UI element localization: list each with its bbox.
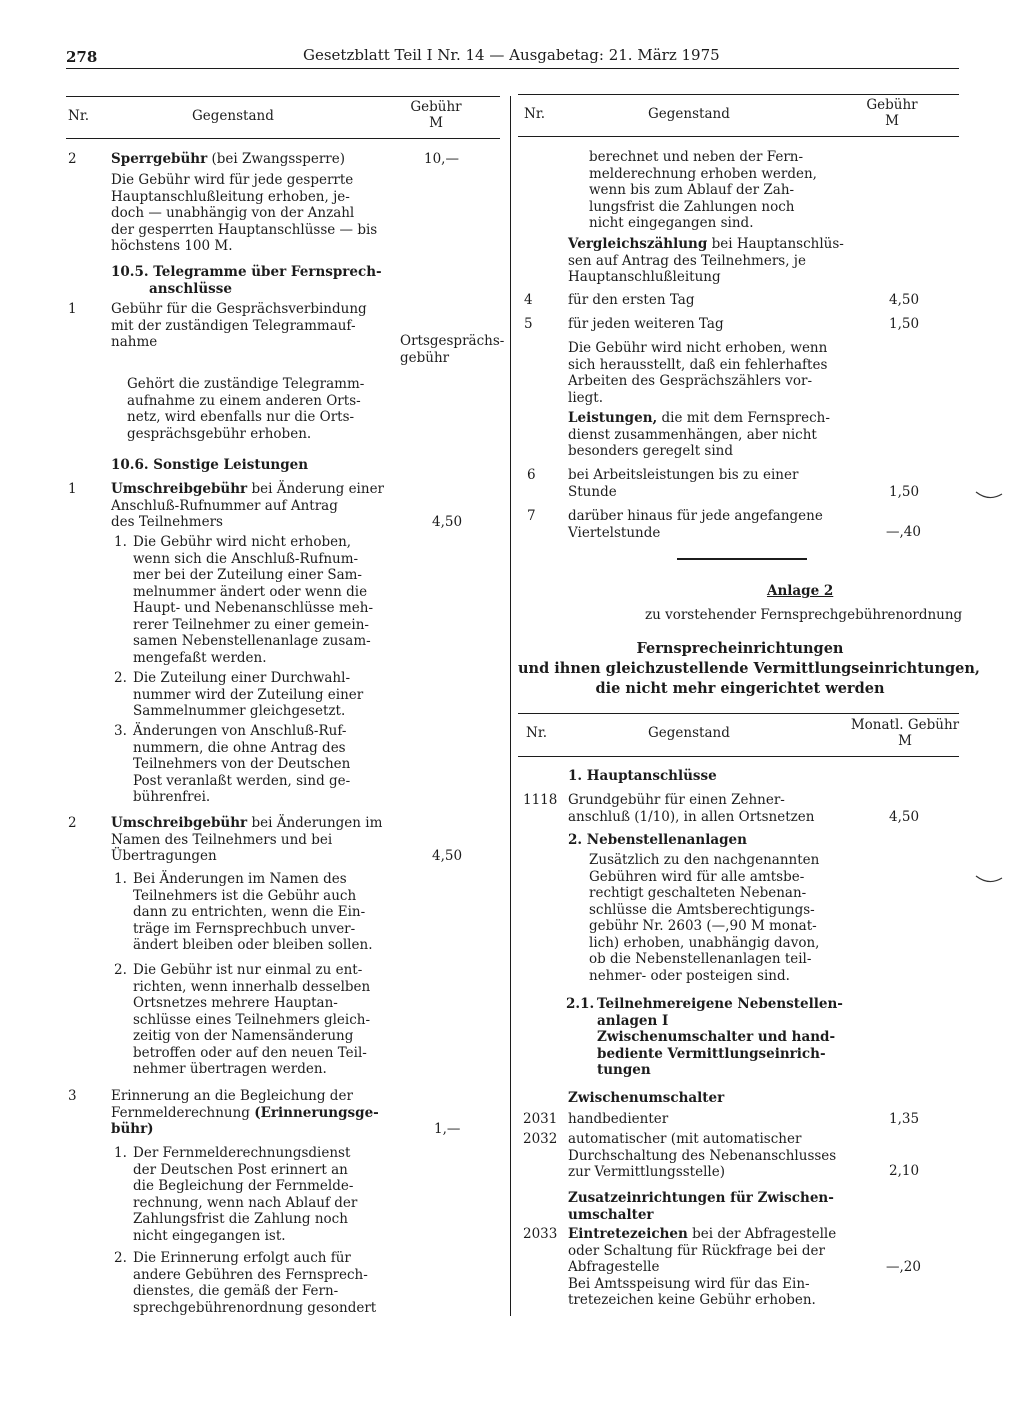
- umschreib2-item1-num: 1.: [114, 871, 127, 887]
- leistungen-text: Leistungen, die mit dem Fernsprech- dienst zusammenhängen, aber nicht besonders geregelt sind: [568, 410, 830, 459]
- umschreib1-item3-num: 3.: [114, 723, 127, 739]
- umschreib1-item3-text: Änderungen von Anschluß-Ruf- nummern, die ohne Antrag des Teilnehmers von der Deutschen Post veranlaßt werden, sind ge- bührenfrei.: [133, 723, 351, 805]
- right-header-bottom-rule: [518, 136, 959, 137]
- row1118-nr: 1118: [523, 792, 558, 808]
- left-col-gebuehr: Gebühr M: [410, 99, 462, 131]
- umschreib2-nr: 2: [68, 815, 77, 831]
- row2031-fee: 1,35: [889, 1111, 920, 1127]
- telegramm-fee: Ortsgesprächs- gebühr: [400, 333, 505, 366]
- anlage-title: Anlage 2: [767, 583, 834, 599]
- umschreib1-fee: 4,50: [432, 514, 463, 530]
- erinnerung-item2-num: 2.: [114, 1250, 127, 1266]
- row4-fee: 4,50: [889, 292, 920, 308]
- erinnerung-fee: 1,—: [434, 1121, 461, 1137]
- row2033-text: Eintretezeichen bei der Abfragestelle oder Schaltung für Rückfrage bei der Abfragestelle Bei Amtsspeisung wird für das Ein- tretezeichen keine Gebühr erhoben.: [568, 1226, 837, 1308]
- row4-text: für den ersten Tag: [568, 292, 695, 308]
- right-col-gegenstand: Gegenstand: [648, 106, 730, 122]
- continued-text: berechnet und neben der Fern- melderechnung erhoben werden, wenn bis zum Ablauf der Zah- lungsfrist die Zahlungen noch nicht eingegangen sind.: [589, 149, 817, 231]
- row2032-fee: 2,10: [889, 1163, 920, 1179]
- row7-text: darüber hinaus für jede angefangene Viertelstunde: [568, 508, 823, 541]
- row5-text: für jeden weiteren Tag: [568, 316, 724, 332]
- hauptanschluesse-heading: 1. Hauptanschlüsse: [568, 768, 717, 784]
- nebenstellen-heading: 2. Nebenstellenanlagen: [568, 832, 747, 848]
- row6-text: bei Arbeitsleistungen bis zu einer Stunde: [568, 467, 799, 500]
- section-10-6-heading: 10.6. Sonstige Leistungen: [111, 457, 309, 473]
- left-col-gegenstand: Gegenstand: [192, 108, 274, 124]
- page-number: 278: [66, 48, 98, 66]
- vergleich-text: Vergleichszählung bei Hauptanschlüs- sen auf Antrag des Teilnehmers, je Hauptanschlußleitung: [568, 236, 844, 285]
- anlage-heading: Fernsprecheinrichtungen und ihnen gleichzustellende Vermittlungseinrichtungen, die nicht mehr eingerichtet werden: [518, 640, 980, 697]
- anlage-col-nr: Nr.: [526, 725, 548, 741]
- sperr-title: Sperrgebühr (bei Zwangssperre): [111, 151, 345, 167]
- row7-nr: 7: [527, 508, 536, 524]
- umschreib2-item1-text: Bei Änderungen im Namen des Teilnehmers ist die Gebühr auch dann zu entrichten, wenn die Ein- träge im Fernsprechbuch unver- ändert bleiben oder bleiben sollen.: [133, 871, 373, 953]
- umschreib2-item2-text: Die Gebühr ist nur einmal zu ent- richten, wenn innerhalb desselben Ortsnetzes mehrere Hauptan- schlüsse eines Teilnehmers gleich- zeitig von der Namensänderung betroffen oder auf den neuen Teil- nehmer übertragen werden.: [133, 962, 371, 1077]
- umschreib1-item1-num: 1.: [114, 534, 127, 550]
- umschreib1-item2-text: Die Zuteilung einer Durchwahl- nummer wird der Zuteilung einer Sammelnummer gleichgesetzt.: [133, 670, 364, 719]
- anlage-subtitle: zu vorstehender Fernsprechgebührenordnung: [645, 607, 963, 623]
- telegramm-note: Gehört die zuständige Telegramm- aufnahme zu einem anderen Orts- netz, wird ebenfalls nur die Orts- gesprächsgebühr erhoben.: [127, 376, 365, 442]
- row6-fee: 1,50: [889, 484, 920, 500]
- umschreib1-text: Umschreibgebühr bei Änderung einer Anschluß-Rufnummer auf Antrag des Teilnehmers: [111, 481, 385, 530]
- umschreib2-fee: 4,50: [432, 848, 463, 864]
- sec21-num: 2.1.: [566, 996, 595, 1012]
- right-header-top-rule: [518, 94, 959, 95]
- column-divider: [510, 96, 511, 1316]
- zwischenumschalter-heading: Zwischenumschalter: [568, 1090, 725, 1106]
- note5-text: Die Gebühr wird nicht erhoben, wenn sich herausstellt, daß ein fehlerhaftes Arbeiten des Gesprächszählers vor- liegt.: [568, 340, 828, 406]
- margin-mark: [974, 872, 1004, 886]
- row2032-text: automatischer (mit automatischer Durchschaltung des Nebenanschlusses zur Vermittlungsstelle): [568, 1131, 837, 1180]
- row7-fee: —,40: [886, 524, 921, 540]
- left-col-nr: Nr.: [68, 108, 90, 124]
- right-col-gebuehr: Gebühr M: [866, 97, 918, 129]
- anlage-col-gebuehr: Monatl. Gebühr M: [850, 717, 960, 749]
- umschreib2-item2-num: 2.: [114, 962, 127, 978]
- page-title: Gesetzblatt Teil I Nr. 14 — Ausgabetag: 21. März 1975: [303, 46, 720, 64]
- row5-nr: 5: [524, 316, 533, 332]
- zusatzeinrichtungen-heading: Zusatzeinrichtungen für Zwischen- umschalter: [568, 1190, 834, 1223]
- row2032-nr: 2032: [523, 1131, 558, 1147]
- left-header-bottom-rule: [66, 138, 500, 139]
- row2033-nr: 2033: [523, 1226, 558, 1242]
- erinnerung-item1-num: 1.: [114, 1145, 127, 1161]
- row6-nr: 6: [527, 467, 536, 483]
- row2031-nr: 2031: [523, 1111, 558, 1127]
- left-header-top-rule: [66, 96, 500, 97]
- row1118-text: Grundgebühr für einen Zehner- anschluß (1/10), in allen Ortsnetzen: [568, 792, 815, 825]
- sec21-heading: Teilnehmereigene Nebenstellen- anlagen I Zwischenumschalter und hand- bediente Vermittlungseinrich- tungen: [597, 996, 843, 1078]
- anlage-header-bottom-rule: [518, 756, 959, 757]
- right-col-nr: Nr.: [524, 106, 546, 122]
- sperr-fee: 10,—: [424, 151, 459, 167]
- header-rule: [66, 68, 959, 69]
- nebenstellen-text: Zusätzlich zu den nachgenannten Gebühren wird für alle amtsbe- rechtigt geschalteten Nebenan- schlüsse die Amtsberechtigungs- gebühr Nr. 2603 (—,90 M monat- lich) erhoben, unabhängig davon, ob die Nebenstellenanlagen teil- nehmer- oder posteigen sind.: [589, 852, 820, 984]
- sperr-nr: 2: [68, 151, 77, 167]
- row4-nr: 4: [524, 292, 533, 308]
- erinnerung-text: Erinnerung an die Begleichung der Fernmelderechnung (Erinnerungsge- bühr): [111, 1088, 379, 1137]
- erinnerung-nr: 3: [68, 1088, 77, 1104]
- umschreib1-nr: 1: [68, 481, 77, 497]
- margin-mark: [974, 488, 1004, 502]
- telegramm-text: Gebühr für die Gesprächsverbindung mit der zuständigen Telegrammauf- nahme: [111, 301, 367, 350]
- telegramm-nr: 1: [68, 301, 77, 317]
- row1118-fee: 4,50: [889, 809, 920, 825]
- section-divider: [677, 558, 807, 560]
- anlage-header-top-rule: [518, 713, 959, 714]
- umschreib1-item1-text: Die Gebühr wird nicht erhoben, wenn sich die Anschluß-Rufnum- mer bei der Zuteilung einer Sam- melnummer ändert oder wenn die Haupt- und Nebenanschlüsse meh- rerer Teilnehmer zu einer gemein- samen Nebenstellenanlage zusam- mengefaßt werden.: [133, 534, 374, 666]
- sperr-text: Die Gebühr wird für jede gesperrte Hauptanschlußleitung erhoben, je- doch — unabhängig von der Anzahl der gesperrten Hauptanschlüsse — bis höchstens 100 M.: [111, 172, 378, 254]
- erinnerung-item1-text: Der Fernmelderechnungsdienst der Deutschen Post erinnert an die Begleichung der Fernmelde- rechnung, wenn nach Ablauf der Zahlungsfrist die Zahlung noch nicht eingegangen ist.: [133, 1145, 358, 1244]
- row2031-text: handbedienter: [568, 1111, 669, 1127]
- section-10-5-heading: 10.5. Telegramme über Fernsprech- anschlüsse: [111, 264, 382, 297]
- erinnerung-item2-text: Die Erinnerung erfolgt auch für andere Gebühren des Fernsprech- dienstes, die gemäß der Fern- sprechgebührenordnung gesondert: [133, 1250, 377, 1316]
- anlage-col-gegenstand: Gegenstand: [648, 725, 730, 741]
- row5-fee: 1,50: [889, 316, 920, 332]
- row2033-fee: —,20: [886, 1259, 921, 1275]
- umschreib1-item2-num: 2.: [114, 670, 127, 686]
- umschreib2-text: Umschreibgebühr bei Änderungen im Namen des Teilnehmers und bei Übertragungen: [111, 815, 383, 864]
